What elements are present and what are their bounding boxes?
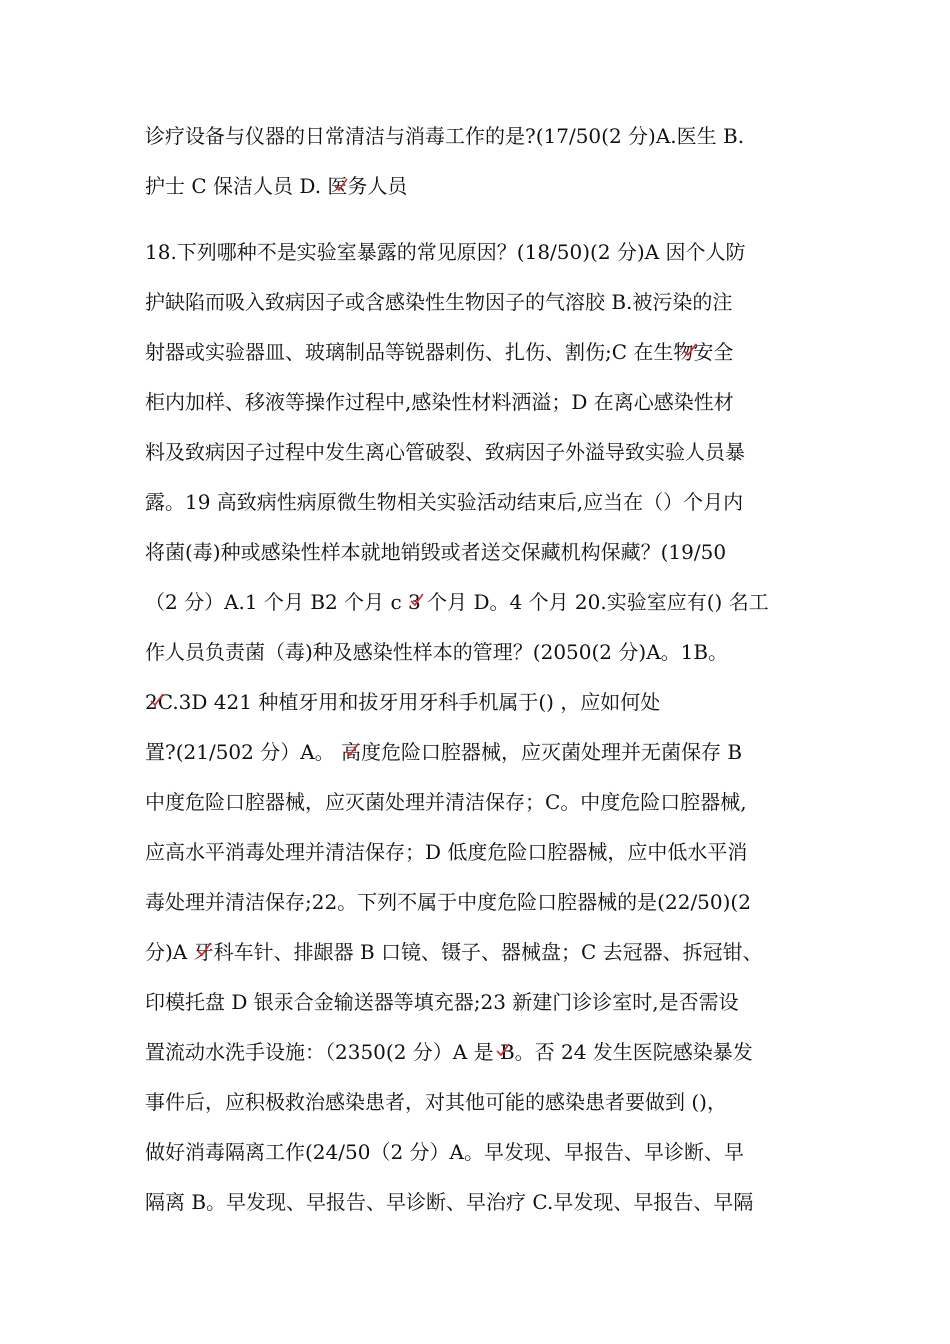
text-line: 护缺陷而吸入致病因子或含感染性生物因子的气溶胶 B.被污染的注	[145, 290, 733, 314]
text-line: 事件后，应积极救治感染患者，对其他可能的感染患者要做到 ()，	[145, 1090, 727, 1114]
check-mark-icon	[683, 343, 697, 357]
check-mark-icon	[150, 693, 164, 707]
check-mark-icon	[345, 743, 359, 757]
text-line: （2 分）A.1 个月 B2 个月 c 3 个月 D。4 个月 20.实验室应有() 名工	[145, 590, 769, 614]
text-line: 分)A 牙科车针、排龈器 B 口镜、镊子、器械盘；C 去冠器、拆冠钳、	[145, 940, 763, 964]
text-line: 柜内加样、移液等操作过程中,感染性材料洒溢；D 在离心感染性材	[145, 390, 734, 414]
text-line: 中度危险口腔器械，应灭菌处理并清洁保存；C。中度危险口腔器械,	[145, 790, 747, 814]
text-line: 置?(21/502 分）A。 高度危险口腔器械，应灭菌处理并无菌保存 B	[145, 740, 743, 764]
check-mark-icon	[197, 943, 211, 957]
text-line: 射器或实验器皿、玻璃制品等锐器刺伤、扎伤、割伤;C 在生物安全	[145, 340, 734, 364]
check-mark-icon	[496, 1043, 510, 1057]
text-line: 应高水平消毒处理并清洁保存；D 低度危险口腔器械，应中低水平消	[145, 840, 748, 864]
text-line: 做好消毒隔离工作(24/50（2 分）A。早发现、早报告、早诊断、早	[145, 1140, 744, 1164]
text-line: 2C.3D 421 种植牙用和拔牙用牙科手机属于() ，应如何处	[145, 690, 661, 714]
text-line: 料及致病因子过程中发生离心管破裂、致病因子外溢导致实验人员暴	[145, 440, 745, 464]
text-line: 毒处理并清洁保存;22。下列不属于中度危险口腔器械的是(22/50)(2	[145, 890, 751, 914]
text-line: 印模托盘 D 银汞合金输送器等填充器;23 新建门诊诊室时,是否需设	[145, 990, 739, 1014]
text-line: 置流动水洗手设施：（2350(2 分）A 是 B。否 24 发生医院感染暴发	[145, 1040, 753, 1064]
text-line: 露。19 高致病性病原微生物相关实验活动结束后,应当在（）个月内	[145, 490, 744, 514]
check-mark-icon	[410, 593, 424, 607]
text-line: 护士 C 保洁人员 D. 医务人员	[145, 174, 408, 198]
text-line: 18.下列哪种不是实验室暴露的常见原因？(18/50)(2 分)A 因个人防	[145, 240, 746, 264]
check-mark-icon	[334, 178, 348, 192]
text-line: 作人员负责菌（毒)种及感染性样本的管理？(2050(2 分)A。1B。	[145, 640, 729, 664]
text-line: 诊疗设备与仪器的日常清洁与消毒工作的是?(17/50(2 分)A.医生 B.	[145, 124, 745, 148]
text-line: 将菌(毒)种或感染性样本就地销毁或者送交保藏机构保藏？(19/50	[145, 540, 727, 564]
text-line: 隔离 B。早发现、早报告、早诊断、早治疗 C.早发现、早报告、早隔	[145, 1190, 754, 1214]
